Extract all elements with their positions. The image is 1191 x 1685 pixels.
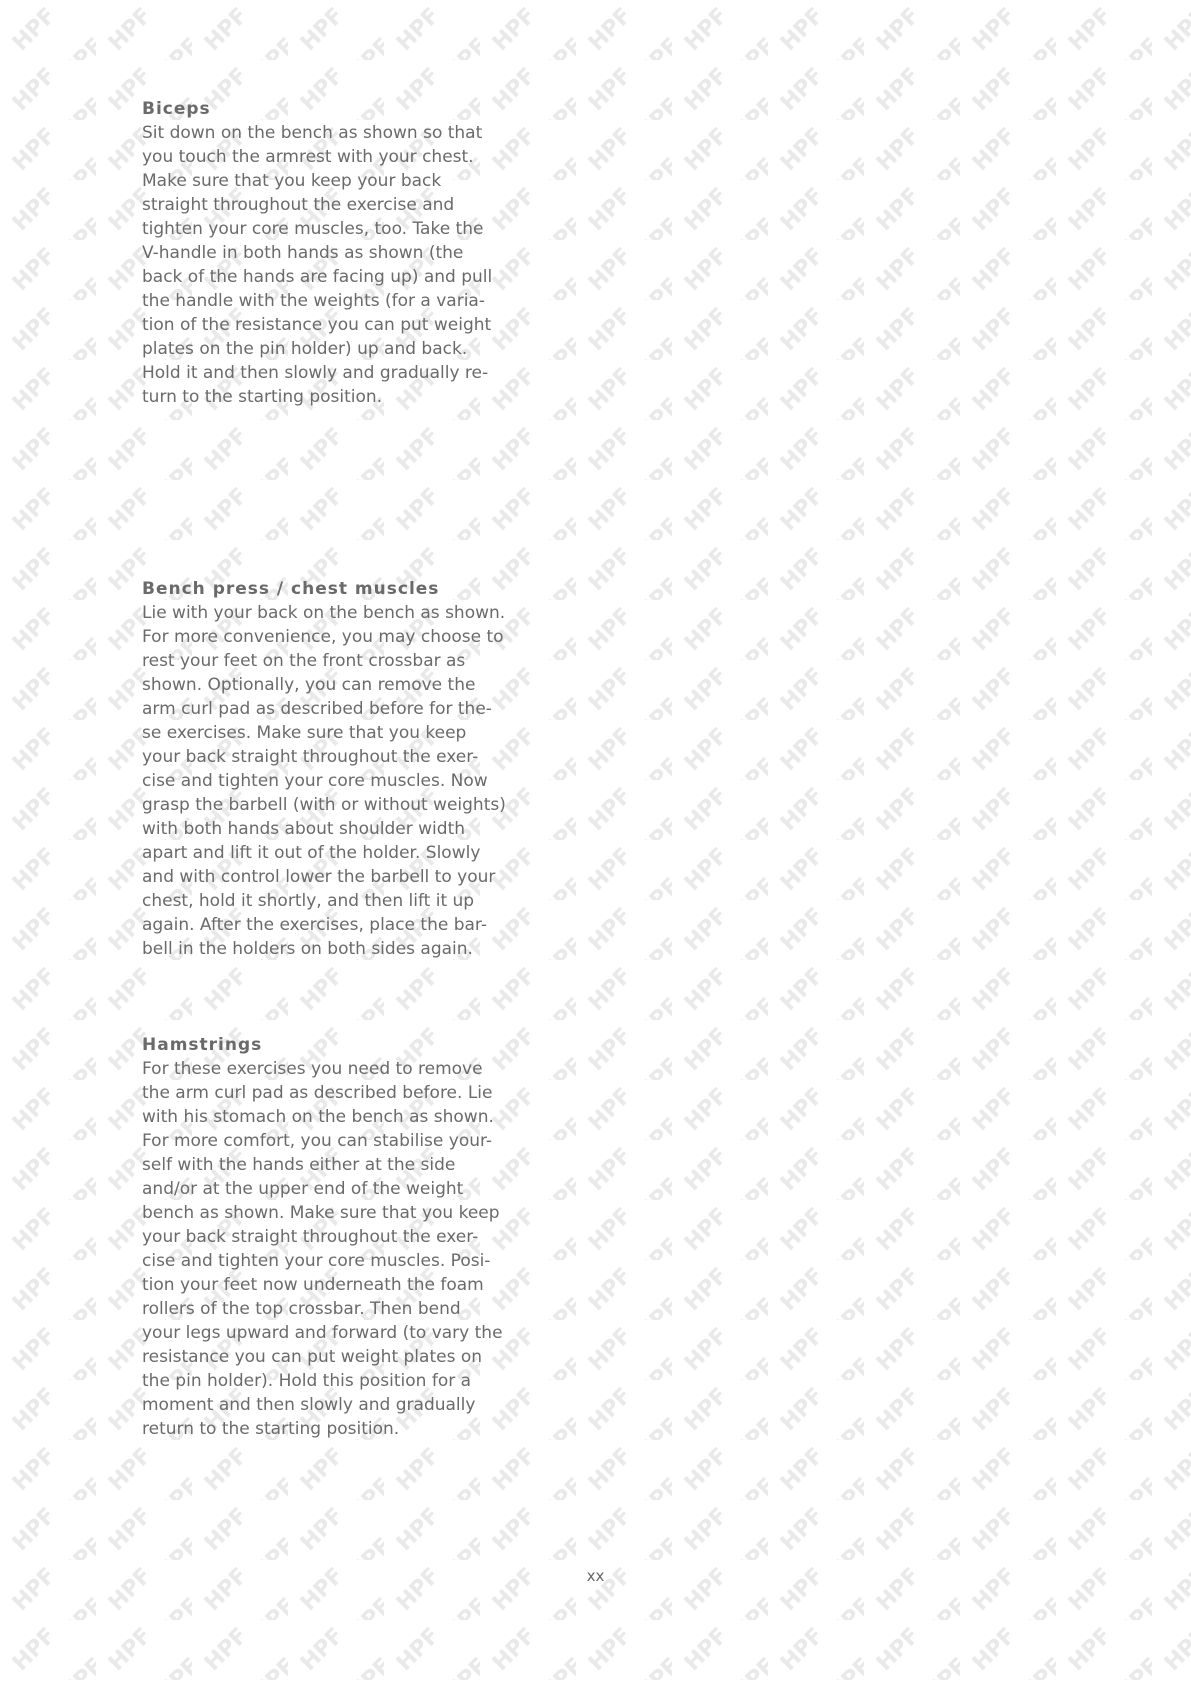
body-line: your legs upward and forward (to vary the: [142, 1323, 503, 1343]
body-line: V-handle in both hands as shown (the: [142, 243, 464, 263]
body-line: For more convenience, you may choose to: [142, 627, 504, 647]
section-title: Biceps: [142, 99, 211, 119]
page-number: xx: [586, 1567, 605, 1585]
body-line: and/or at the upper end of the weight: [142, 1179, 464, 1199]
body-line: For these exercises you need to remove: [142, 1059, 483, 1079]
body-line: For more comfort, you can stabilise your-: [142, 1131, 493, 1151]
section-bench-press: [142, 577, 542, 961]
body-line: self with the hands either at the side: [142, 1155, 456, 1175]
body-line: straight throughout the exercise and: [142, 195, 455, 215]
body-line: and with control lower the barbell to your: [142, 867, 496, 887]
body-line: tighten your core muscles, too. Take the: [142, 219, 484, 239]
body-line: the handle with the weights (for a varia-: [142, 291, 485, 311]
body-line: shown. Optionally, you can remove the: [142, 675, 476, 695]
body-line: again. After the exercises, place the bar-: [142, 915, 487, 935]
body-line: with both hands about shoulder width: [142, 819, 466, 839]
body-line: rest your feet on the front crossbar as: [142, 651, 466, 671]
body-line: back of the hands are facing up) and pull: [142, 267, 493, 287]
section-body: [142, 601, 542, 961]
body-line: return to the starting position.: [142, 1419, 400, 1439]
body-line: you touch the armrest with your chest.: [142, 147, 474, 167]
section-body: [142, 121, 542, 409]
body-line: arm curl pad as described before for the-: [142, 699, 492, 719]
body-line: chest, hold it shortly, and then lift it up: [142, 891, 475, 911]
body-line: bell in the holders on both sides again.: [142, 939, 473, 959]
section-body: [142, 1057, 542, 1441]
body-line: turn to the starting position.: [142, 387, 383, 407]
body-line: moment and then slowly and gradually: [142, 1395, 476, 1415]
body-line: Sit down on the bench as shown so that: [142, 123, 483, 143]
body-line: plates on the pin holder) up and back.: [142, 339, 468, 359]
body-line: Lie with your back on the bench as shown.: [142, 603, 506, 623]
body-line: your back straight throughout the exer-: [142, 747, 479, 767]
body-line: grasp the barbell (with or without weights): [142, 795, 506, 815]
section-hamstrings: [142, 1033, 542, 1441]
body-line: rollers of the top crossbar. Then bend: [142, 1299, 461, 1319]
body-line: se exercises. Make sure that you keep: [142, 723, 467, 743]
body-line: tion of the resistance you can put weight: [142, 315, 492, 335]
body-line: Hold it and then slowly and gradually re-: [142, 363, 489, 383]
section-title: Bench press / chest muscles: [142, 579, 440, 599]
body-line: cise and tighten your core muscles. Now: [142, 771, 488, 791]
body-line: tion your feet now underneath the foam: [142, 1275, 484, 1295]
section-title: Hamstrings: [142, 1035, 263, 1055]
section-biceps: [142, 97, 542, 409]
body-line: with his stomach on the bench as shown.: [142, 1107, 494, 1127]
body-line: Make sure that you keep your back: [142, 171, 442, 191]
body-line: resistance you can put weight plates on: [142, 1347, 483, 1367]
body-line: cise and tighten your core muscles. Posi-: [142, 1251, 491, 1271]
body-line: the arm curl pad as described before. Lie: [142, 1083, 493, 1103]
body-line: apart and lift it out of the holder. Slowly: [142, 843, 481, 863]
body-line: the pin holder). Hold this position for a: [142, 1371, 472, 1391]
body-line: your back straight throughout the exer-: [142, 1227, 479, 1247]
body-line: bench as shown. Make sure that you keep: [142, 1203, 500, 1223]
